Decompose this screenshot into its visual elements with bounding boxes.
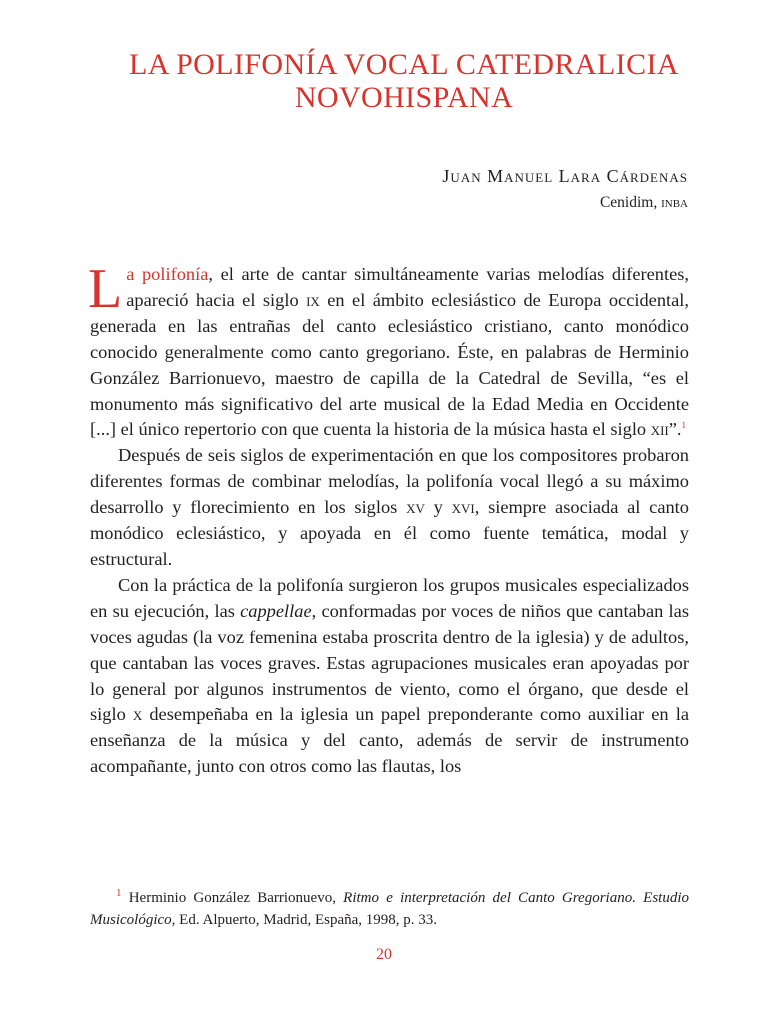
affiliation-org: inba <box>661 194 688 211</box>
footnote-book-title: Ritmo e interpretación del Canto Gregoriano. Estudio Musicológico <box>90 890 689 928</box>
p2-text-b: y <box>424 497 452 518</box>
lead-in-highlight: a polifonía <box>126 264 209 284</box>
p2-text-c: , siempre asociada al canto monódico eclesiástico, y apoyada en él como fuente temática, modal y estructural. <box>90 497 689 569</box>
title-line-1: LA POLIFONÍA VOCAL CATEDRALICIA <box>129 48 679 81</box>
page-title <box>60 48 748 114</box>
footnote-reference[interactable]: 1 <box>681 420 687 431</box>
p1-text-b: en el ámbito eclesiástico de Europa occidental, generada en las entrañas del canto eclesiástico cristiano, canto monódico conocido generalmente como canto gregoriano. Éste, en palabras de Herminio González Barrionuevo, maestro de capilla de la Catedral de Sevilla, “es el monumento más significativo del arte musical de la Edad Media en Occidente [...] el único repertorio con que cuenta la historia de la música hasta el siglo <box>90 289 689 440</box>
p1-text-a: , el arte de cantar simultáneamente varias melodías diferentes, apareció hacia el siglo <box>126 264 689 310</box>
paragraph-2 <box>90 443 689 573</box>
author-name: Juan Manuel Lara Cárdenas <box>442 166 688 186</box>
p2-century-b: xvi <box>451 497 475 518</box>
author-affiliation <box>600 194 688 212</box>
p1-text-c: ”. <box>668 419 682 440</box>
title-line-2: NOVOHISPANA <box>294 81 514 114</box>
footnote-number: 1 <box>116 887 122 899</box>
p3-text-b: , conformadas por voces de niños que cantaban las voces agudas (la voz femenina estaba proscrita dentro de la iglesia) y de adultos, que cantaban las voces graves. Estas agrupaciones musicales eran apoyadas por lo general por algunos instrumentos de viento, como el órgano, que desde el siglo <box>90 600 689 725</box>
affiliation-name: Cenidim, <box>599 194 662 211</box>
p2-text-a: Después de seis siglos de experimentación en que los compositores probaron diferentes formas de combinar melodías, la polifonía vocal llegó a su máximo desarrollo y florecimiento en los siglos <box>90 445 689 518</box>
footnote-text-b: , Ed. Alpuerto, Madrid, España, 1998, p. 33. <box>171 912 438 928</box>
p1-century-a: ix <box>306 289 320 310</box>
footnote <box>90 887 689 931</box>
p3-text-a: Con la práctica de la polifonía surgieron los grupos musicales especializados en su ejecución, las <box>90 574 689 621</box>
drop-cap: L <box>88 258 123 320</box>
p3-century-a: x <box>132 704 143 725</box>
article-body <box>88 258 689 780</box>
paragraph-3 <box>90 573 689 780</box>
page-number: 20 <box>376 946 392 963</box>
footnote-text-a: Herminio González Barrionuevo, <box>121 890 344 906</box>
p1-century-b: xii <box>650 419 669 440</box>
paragraph-1 <box>88 258 689 443</box>
p3-text-c: desempeñaba en la iglesia un papel preponderante como auxiliar en la enseñanza de la música y del canto, además de servir de instrumento acompañante, junto con otros como las flautas, los <box>90 704 689 777</box>
p3-italic-term: cappellae <box>240 600 312 621</box>
p2-century-a: xv <box>406 497 425 518</box>
